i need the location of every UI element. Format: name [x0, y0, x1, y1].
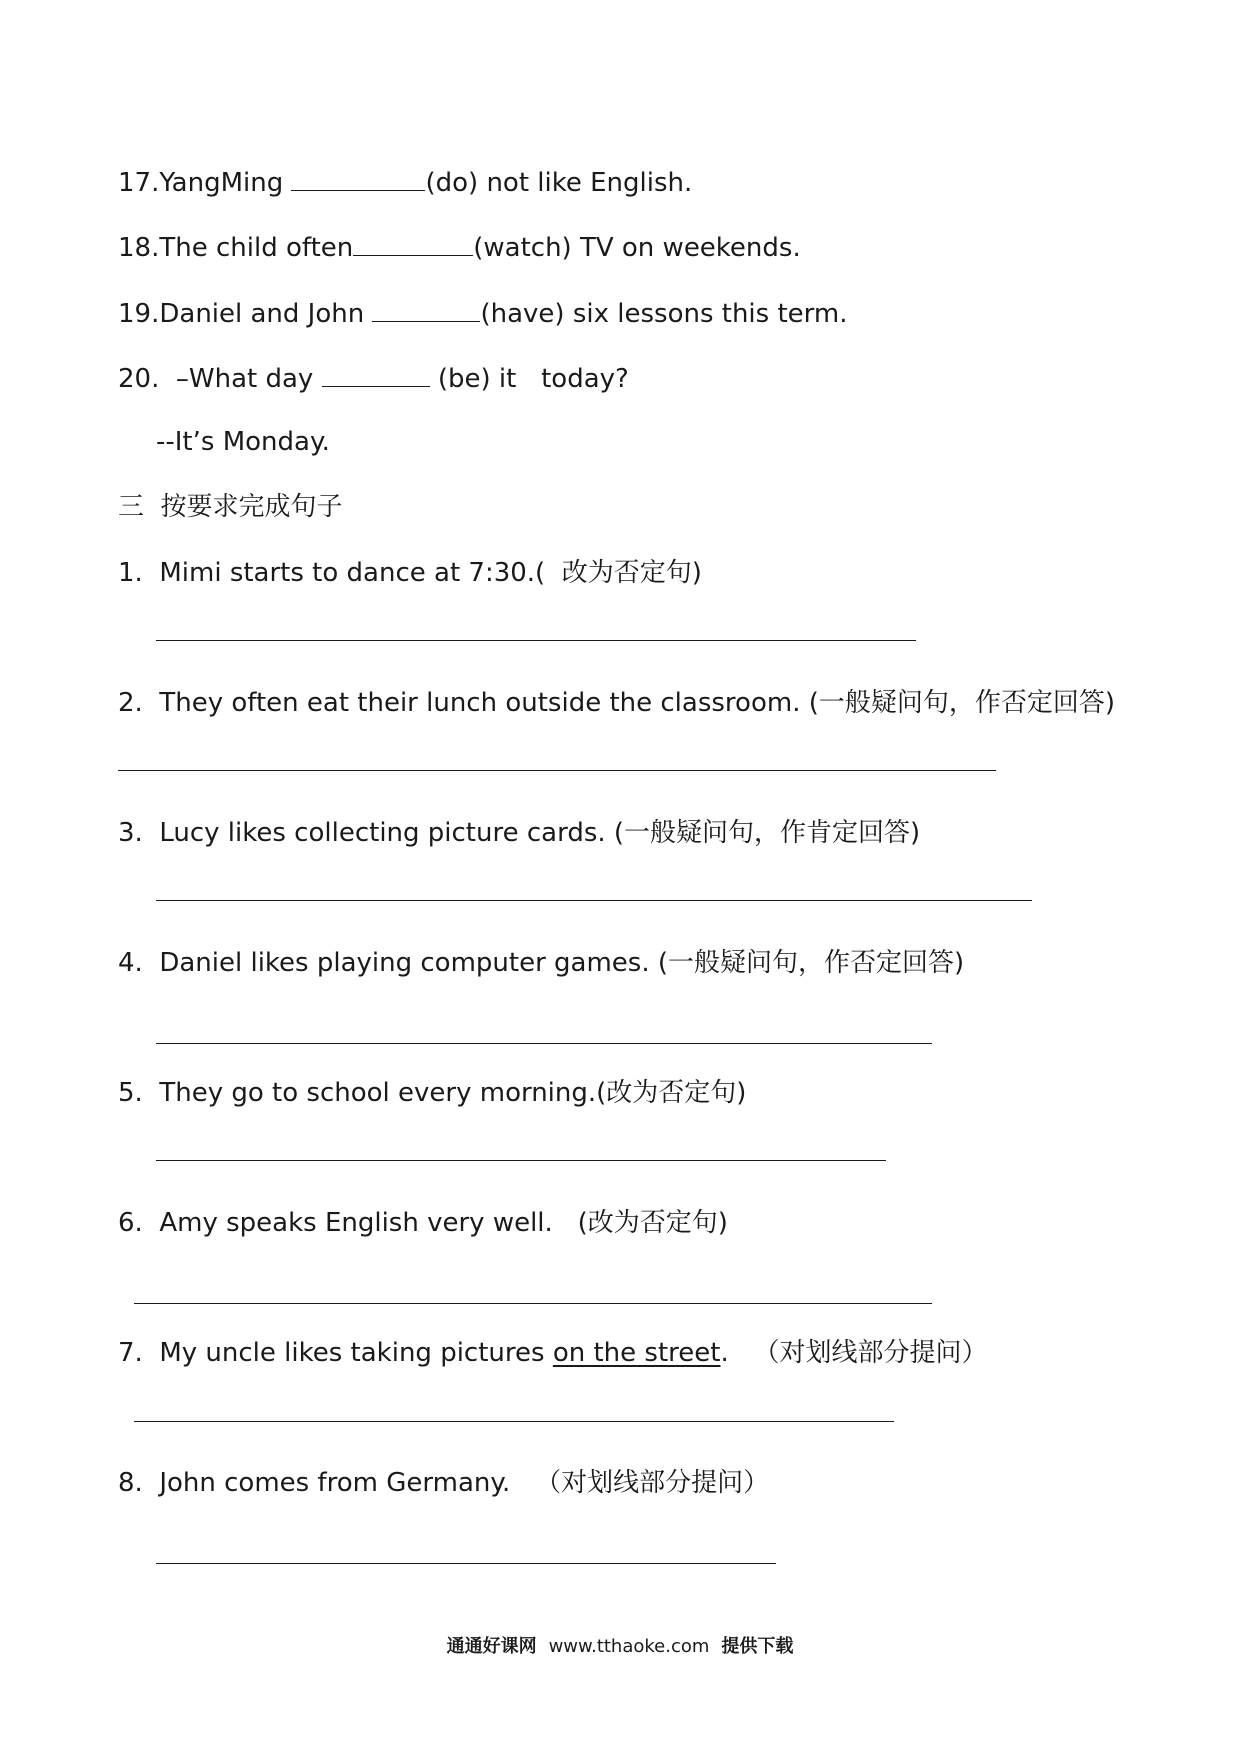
question-20	[118, 360, 629, 396]
task-number: 7.	[118, 1338, 143, 1368]
question-text: The child often	[159, 233, 354, 263]
question-text: (do) not like English.	[425, 168, 693, 198]
task-2	[118, 686, 1115, 720]
task-number: 2.	[118, 688, 143, 718]
question-number: 20.	[118, 364, 160, 394]
answer-line-2[interactable]	[118, 770, 996, 771]
question-text: YangMing	[159, 168, 292, 198]
section-heading: 三 按要求完成句子	[118, 492, 343, 522]
task-number: 8.	[118, 1468, 143, 1498]
task-3	[118, 816, 920, 850]
task-text: They often eat their lunch outside the classroom. (一般疑问句，作否定回答)	[159, 688, 1116, 718]
answer-blank[interactable]	[353, 229, 473, 256]
question-text: (watch) TV on weekends.	[473, 233, 801, 263]
footer-note: 提供下载	[721, 1636, 794, 1657]
task-number: 3.	[118, 818, 143, 848]
answer-blank[interactable]	[322, 360, 430, 387]
task-4	[118, 946, 964, 980]
footer-url[interactable]: www.tthaoke.com	[548, 1636, 710, 1657]
question-number: 17.	[118, 168, 160, 198]
task-8	[118, 1466, 769, 1500]
task-1	[118, 556, 702, 590]
task-text: Daniel likes playing computer games. (一般疑问句，作否定回答)	[159, 948, 965, 978]
answer-line-1[interactable]	[156, 640, 916, 641]
task-text: Mimi starts to dance at 7:30.( 改为否定句)	[159, 558, 702, 588]
answer-line-8[interactable]	[156, 1563, 776, 1564]
task-number: 1.	[118, 558, 143, 588]
question-text: –What day	[159, 364, 322, 394]
task-number: 6.	[118, 1208, 143, 1238]
question-number: 18.	[118, 233, 160, 263]
question-number: 19.	[118, 299, 160, 329]
question-19	[118, 295, 847, 331]
answer-line-3[interactable]	[156, 900, 1032, 901]
answer-line-5[interactable]	[156, 1160, 886, 1161]
task-6	[118, 1206, 728, 1240]
task-text: John comes from Germany. （对划线部分提问）	[159, 1468, 770, 1498]
question-text: Daniel and John	[159, 299, 373, 329]
question-18	[118, 229, 801, 265]
answer-blank[interactable]	[291, 164, 425, 191]
answer-line-6[interactable]	[134, 1303, 932, 1304]
task-text: Amy speaks English very well. (改为否定句)	[159, 1208, 728, 1238]
page-footer	[0, 1632, 1240, 1658]
underlined-phrase: on the street	[552, 1338, 721, 1368]
question-text: (be) it today?	[429, 364, 629, 394]
answer-line-7[interactable]	[134, 1421, 894, 1422]
answer-line-4[interactable]	[156, 1043, 932, 1044]
footer-site-name: 通通好课网	[446, 1636, 537, 1657]
question-20-reply: --It’s Monday.	[156, 427, 330, 457]
answer-blank[interactable]	[372, 295, 480, 322]
task-5	[118, 1076, 746, 1110]
task-number: 5.	[118, 1078, 143, 1108]
question-17	[118, 164, 692, 200]
task-text: My uncle likes taking pictures	[159, 1338, 553, 1368]
task-number: 4.	[118, 948, 143, 978]
question-text: (have) six lessons this term.	[480, 299, 848, 329]
task-7	[118, 1336, 988, 1370]
task-text: . （对划线部分提问）	[720, 1338, 988, 1368]
task-text: Lucy likes collecting picture cards. (一般疑问句，作肯定回答)	[159, 818, 921, 848]
task-text: They go to school every morning.(改为否定句)	[159, 1078, 747, 1108]
